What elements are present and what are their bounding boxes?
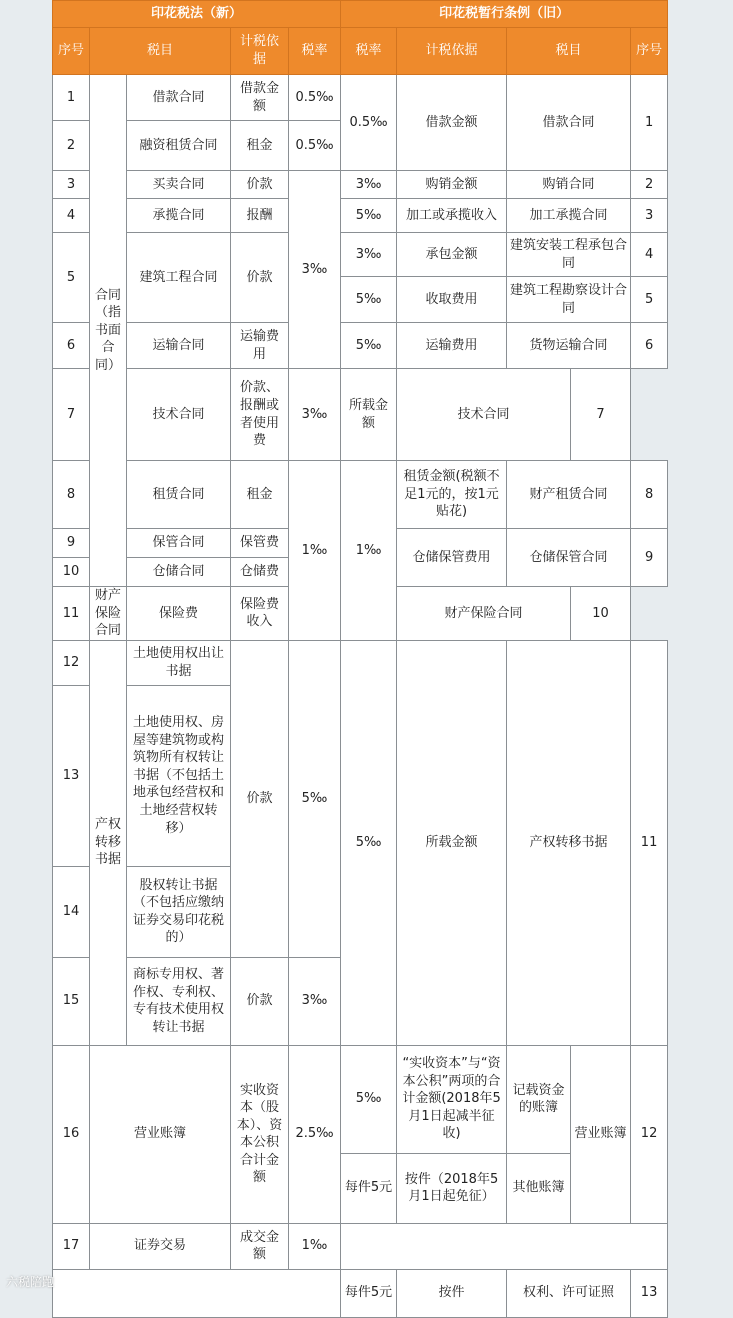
- table-row: [53, 640, 668, 685]
- row-no: 16: [53, 1045, 90, 1223]
- old-no: 4: [631, 233, 668, 277]
- row-basis: 成交金额: [231, 1223, 289, 1269]
- property-rate: 5‰: [289, 640, 341, 957]
- row-item: 证券交易: [90, 1223, 231, 1269]
- row-item: 土地使用权出让书据: [127, 640, 231, 685]
- old-no: 9: [631, 529, 668, 587]
- row-no: 9: [53, 529, 90, 558]
- old-no: 10: [571, 587, 631, 641]
- row-basis: 租金: [231, 461, 289, 529]
- row-item: 买卖合同: [127, 171, 231, 199]
- old-basis: 所载金额: [397, 640, 507, 1045]
- row-no: 10: [53, 558, 90, 587]
- new-empty-cell: [53, 1269, 341, 1317]
- old-basis: “实收资本”与“资本公积”两项的合计金额(2018年5月1日起减半征收): [397, 1045, 507, 1153]
- old-no: 6: [631, 323, 668, 369]
- row-no: 1: [53, 75, 90, 121]
- row-basis: 实收资本（股本）、资本公积合计金额: [231, 1045, 289, 1223]
- old-item: 货物运输合同: [507, 323, 631, 369]
- row-item: 股权转让书据（不包括应缴纳证券交易印花税的）: [127, 866, 231, 957]
- row-no: 17: [53, 1223, 90, 1269]
- old-basis: 所载金额: [341, 369, 397, 461]
- row-rate: 2.5‰: [289, 1045, 341, 1223]
- row-rate: 1‰: [289, 1223, 341, 1269]
- rate-contracts-3-7: 3‰: [289, 171, 341, 369]
- old-no: 1: [631, 75, 668, 171]
- row-basis: 仓储费: [231, 558, 289, 587]
- row-rate: 3‰: [289, 957, 341, 1045]
- old-no: 2: [631, 171, 668, 199]
- row-basis: 保险费: [127, 587, 231, 641]
- old-law-header: 印花税暂行条例（旧）: [341, 1, 668, 28]
- table-row: [53, 171, 668, 199]
- old-item: 产权转移书据: [507, 640, 631, 1045]
- old-basis: 加工或承揽收入: [397, 199, 507, 233]
- table-row: [53, 1045, 668, 1153]
- row-item: 承揽合同: [127, 199, 231, 233]
- row-item: 运输合同: [127, 323, 231, 369]
- table-row: [53, 1269, 668, 1317]
- row-item: 营业账簿: [90, 1045, 231, 1223]
- row-basis: 价款: [231, 957, 289, 1045]
- row-no: 11: [53, 587, 90, 641]
- old-no: 8: [631, 461, 668, 529]
- old-no: 5: [631, 277, 668, 323]
- row-item: 租赁合同: [127, 461, 231, 529]
- old-item: 仓储保管合同: [507, 529, 631, 587]
- old-subitem: 其他账簿: [507, 1153, 571, 1223]
- old-basis: 按件（2018年5月1日起免征）: [397, 1153, 507, 1223]
- row-no: 6: [53, 323, 90, 369]
- row-rate: 0.5‰: [289, 121, 341, 171]
- header-row-1: [53, 1, 668, 28]
- old-basis: 收取费用: [397, 277, 507, 323]
- old-basis: 保险费收入: [231, 587, 289, 641]
- old-empty-cell: [341, 1223, 668, 1269]
- property-basis: 价款: [231, 640, 289, 957]
- header-old-item: 税目: [507, 28, 631, 75]
- watermark-logo: 六税陪跑: [6, 1275, 55, 1289]
- old-rate: 5‰: [341, 323, 397, 369]
- old-item: 借款合同: [507, 75, 631, 171]
- row-item: 技术合同: [127, 369, 231, 461]
- old-basis: 运输费用: [397, 323, 507, 369]
- old-subitem: 记载资金的账簿: [507, 1045, 571, 1153]
- old-item: 财产租赁合同: [507, 461, 631, 529]
- table-row: [53, 233, 668, 277]
- old-no: 13: [631, 1269, 668, 1317]
- row-no: 2: [53, 121, 90, 171]
- old-item: 建筑工程勘察设计合同: [507, 277, 631, 323]
- old-rate: 3‰: [341, 233, 397, 277]
- old-item: 财产保险合同: [397, 587, 571, 641]
- header-rate: 税率: [289, 28, 341, 75]
- row-basis: 保管费: [231, 529, 289, 558]
- old-basis: 租赁金额(税额不足1元的，按1元贴花): [397, 461, 507, 529]
- old-basis: 借款金额: [397, 75, 507, 171]
- new-law-header: 印花税法（新）: [53, 1, 341, 28]
- header-item: 税目: [90, 28, 231, 75]
- old-rate: 每件5元: [341, 1269, 397, 1317]
- old-no: 7: [571, 369, 631, 461]
- old-basis: 购销金额: [397, 171, 507, 199]
- old-rate: 0.5‰: [341, 75, 397, 171]
- old-rate: 3‰: [341, 171, 397, 199]
- header-old-basis: 计税依据: [397, 28, 507, 75]
- old-item: 加工承揽合同: [507, 199, 631, 233]
- row-basis: 租金: [231, 121, 289, 171]
- old-basis: 仓储保管费用: [397, 529, 507, 587]
- group-property: 产权转移书据: [90, 640, 127, 1045]
- old-item: 技术合同: [397, 369, 571, 461]
- row-no: 12: [53, 640, 90, 685]
- row-item: 仓储合同: [127, 558, 231, 587]
- row-no: 14: [53, 866, 90, 957]
- row-no: 5: [53, 233, 90, 323]
- row-basis: 价款、报酬或者使用费: [231, 369, 289, 461]
- header-basis: 计税依据: [231, 28, 289, 75]
- old-item: 建筑安装工程承包合同: [507, 233, 631, 277]
- stamp-tax-comparison-table: [52, 0, 668, 1318]
- old-item: 营业账簿: [571, 1045, 631, 1223]
- row-basis: 运输费用: [231, 323, 289, 369]
- row-no: 13: [53, 685, 90, 866]
- row-basis: 价款: [231, 171, 289, 199]
- old-rate: 每件5元: [341, 1153, 397, 1223]
- row-item: 商标专用权、著作权、专利权、专有技术使用权转让书据: [127, 957, 231, 1045]
- old-item: 购销合同: [507, 171, 631, 199]
- row-no: 15: [53, 957, 90, 1045]
- table-row: [53, 369, 668, 461]
- table-row: [53, 1223, 668, 1269]
- header-no: 序号: [53, 28, 90, 75]
- row-item: 保管合同: [127, 529, 231, 558]
- table-row: [53, 323, 668, 369]
- old-rate: 5‰: [341, 640, 397, 1045]
- row-no: 4: [53, 199, 90, 233]
- row-item: 财产保险合同: [90, 587, 127, 641]
- row-no: 7: [53, 369, 90, 461]
- old-basis: 按件: [397, 1269, 507, 1317]
- row-item: 土地使用权、房屋等建筑物或构筑物所有权转让书据（不包括土地承包经营权和土地经营权转移）: [127, 685, 231, 866]
- old-basis: 承包金额: [397, 233, 507, 277]
- old-rate: 5‰: [341, 277, 397, 323]
- row-item: 融资租赁合同: [127, 121, 231, 171]
- old-rate: 5‰: [341, 199, 397, 233]
- old-no: 12: [631, 1045, 668, 1223]
- old-no: 11: [631, 640, 668, 1045]
- header-old-no: 序号: [631, 28, 668, 75]
- header-row-2: [53, 28, 668, 75]
- row-item: 借款合同: [127, 75, 231, 121]
- table-row: [53, 199, 668, 233]
- row-basis: 借款金额: [231, 75, 289, 121]
- old-item: 权利、许可证照: [507, 1269, 631, 1317]
- header-old-rate: 税率: [341, 28, 397, 75]
- old-rate-8-10: 1‰: [341, 461, 397, 641]
- row-no: 3: [53, 171, 90, 199]
- row-basis: 价款: [231, 233, 289, 323]
- old-rate: 3‰: [289, 369, 341, 461]
- row-rate: 0.5‰: [289, 75, 341, 121]
- row-item: 建筑工程合同: [127, 233, 231, 323]
- row-basis: 报酬: [231, 199, 289, 233]
- row-no: 8: [53, 461, 90, 529]
- old-rate: 5‰: [341, 1045, 397, 1153]
- group-contracts: 合同（指书面合同）: [90, 75, 127, 587]
- old-no: 3: [631, 199, 668, 233]
- table-row: [53, 75, 668, 121]
- rate-contracts-8-11: 1‰: [289, 461, 341, 641]
- table-row: [53, 461, 668, 529]
